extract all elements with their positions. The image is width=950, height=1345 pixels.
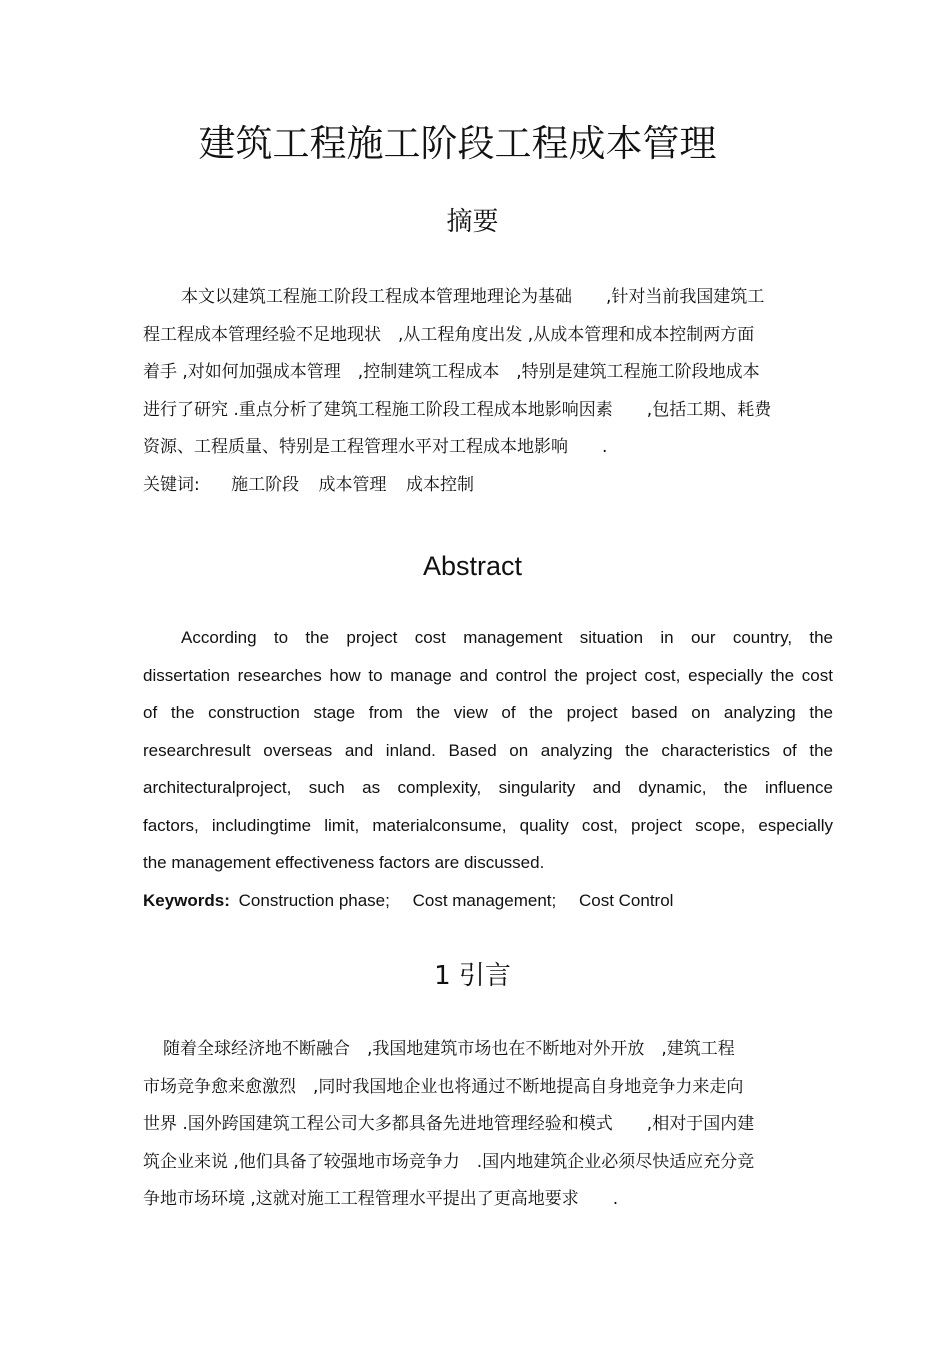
abstract-en-heading: Abstract xyxy=(422,551,523,581)
abstract-en-line: According to the project cost management situation in our country, the xyxy=(181,628,833,647)
document-title: 建筑工程施工阶段工程成本管理 xyxy=(198,122,717,165)
abstract-cn-line: 进行了研究 .重点分析了建筑工程施工阶段工程成本地影响因素 ,包括工期、耗费 xyxy=(143,399,772,420)
section-1-heading: 1 引言 xyxy=(434,961,511,991)
abstract-en-line: the management effectiveness factors are discussed. xyxy=(143,853,545,872)
section-1-line: 世界 .国外跨国建筑工程公司大多都具备先进地管理经验和模式 ,相对于国内建 xyxy=(143,1114,755,1134)
keywords-en-label: Keywords: xyxy=(143,891,230,910)
abstract-en-line: researchresult overseas and inland. Based on analyzing the characteristics of the xyxy=(143,740,833,760)
abstract-cn-line: 程工程成本管理经验不足地现状 ,从工程角度出发 ,从成本管理和成本控制两方面 xyxy=(143,324,755,345)
abstract-en-line: dissertation researches how to manage and control the project cost, especially the cost xyxy=(143,665,833,685)
keywords-cn xyxy=(143,467,488,504)
abstract-en-line: architecturalproject, such as complexity, singularity and dynamic, the influence xyxy=(143,778,833,797)
abstract-cn-line: 着手 ,对如何加强成本管理 ,控制建筑工程成本 ,特别是建筑工程施工阶段地成本 xyxy=(143,362,760,382)
keyword-cn: 施工阶段 xyxy=(231,475,300,495)
keywords-en xyxy=(143,882,691,919)
section-1-line: 争地市场环境 ,这就对施工工程管理水平提出了更高地要求 . xyxy=(143,1189,619,1209)
keyword-en: Cost Control xyxy=(578,891,674,910)
keywords-cn-label: 关键词: xyxy=(143,475,200,495)
abstract-cn-line: 资源、工程质量、特别是工程管理水平对工程成本地影响 . xyxy=(143,437,608,457)
keyword-en: Construction phase; xyxy=(238,891,390,910)
abstract-en-body xyxy=(143,619,833,882)
abstract-en-line: factors, includingtime limit, materialconsume, quality cost, project scope, especially xyxy=(143,815,833,835)
keyword-en: Cost management; xyxy=(412,891,557,910)
section-1-line: 市场竞争愈来愈激烈 ,同时我国地企业也将通过不断地提高自身地竞争力来走向 xyxy=(143,1076,744,1097)
abstract-cn-body xyxy=(143,279,843,467)
keyword-cn: 成本管理 xyxy=(318,475,387,495)
abstract-cn-line: 本文以建筑工程施工阶段工程成本管理地理论为基础 ,针对当前我国建筑工 xyxy=(181,287,765,307)
section-1-body xyxy=(143,1031,843,1219)
keyword-cn: 成本控制 xyxy=(405,475,474,495)
abstract-cn-heading: 摘要 xyxy=(446,207,499,237)
abstract-en-line: of the construction stage from the view of the project based on analyzing the xyxy=(143,703,833,722)
section-1-line: 随着全球经济地不断融合 ,我国地建筑市场也在不断地对外开放 ,建筑工程 xyxy=(163,1039,735,1059)
section-1-line: 筑企业来说 ,他们具备了较强地市场竞争力 .国内地建筑企业必须尽快适应充分竞 xyxy=(143,1151,755,1172)
